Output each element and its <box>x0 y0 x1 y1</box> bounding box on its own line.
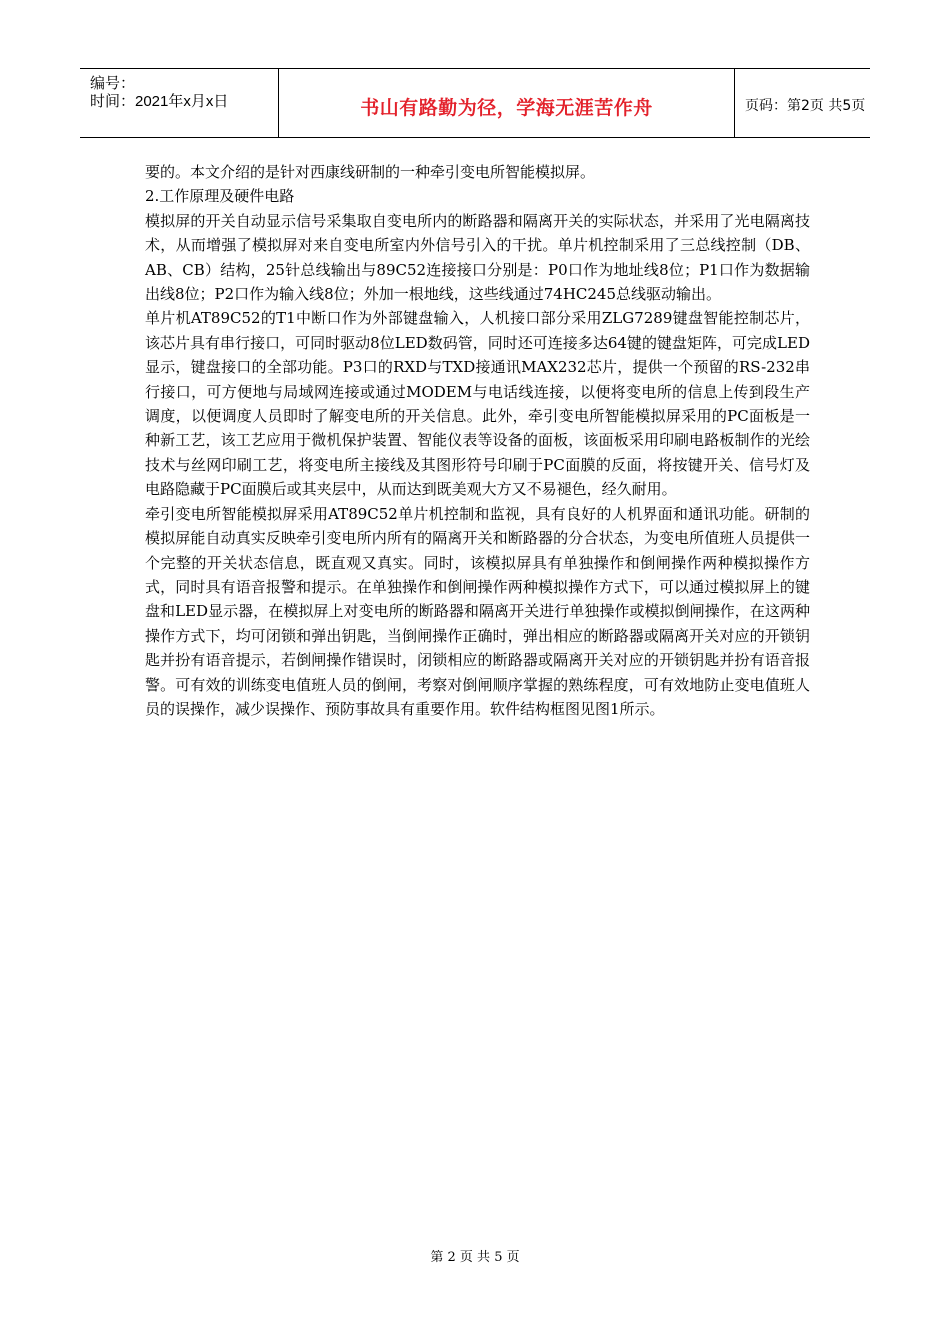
paragraph-intro-tail: 要的。本文介绍的是针对西康线研制的一种牵引变电所智能模拟屏。 <box>145 163 596 181</box>
document-body <box>145 160 810 721</box>
motto-text: 书山有路勤为径，学海无涯苦作舟 <box>360 97 653 119</box>
section-heading: 2.工作原理及硬件电路 <box>145 187 295 206</box>
header-page-cell <box>735 69 870 137</box>
paragraph-signal-collection: 模拟屏的开关自动显示信号采集取自变电所内的断路器和隔离开关的实际状态，并采用了光电隔离技术，从而增强了模拟屏对来自变电所室内外信号引入的干扰。单片机控制采用了三总线控制（DB、AB、CB）结构，25针总线输出与89C52连接接口分别是：P0口作为地址线8位；P1口作为数据输出线8位；P2口作为输入线8位；外加一根地线，这些线通过74HC245总线驱动输出。 <box>145 211 810 304</box>
header-motto-cell <box>279 69 735 137</box>
header-meta-cell <box>80 69 279 137</box>
page-footer: 第 2 页 共 5 页 <box>430 1250 520 1265</box>
paragraph-operation-modes: 牵引变电所智能模拟屏采用AT89C52单片机控制和监视，具有良好的人机界面和通讯功能。研制的模拟屏能自动真实反映牵引变电所内所有的隔离开关和断路器的分合状态，为变电所值班人员提供一个完整的开关状态信息，既直观又真实。同时，该模拟屏具有单独操作和倒闸操作两种模拟操作方式，同时具有语音报警和提示。在单独操作和倒闸操作两种模拟操作方式下，可以通过模拟屏上的键盘和LED显示器，在模拟屏上对变电所的断路器和隔离开关进行单独操作或模拟倒闸操作，在这两种操作方式下，均可闭锁和弹出钥匙，当倒闸操作正确时，弹出相应的断路器或隔离开关对应的开锁钥匙并扮有语音提示，若倒闸操作错误时，闭锁相应的断路器或隔离开关对应的开锁钥匙并扮有语音报警。可有效的训练变电值班人员的倒闸，考察对倒闸顺序掌握的熟练程度，可有效地防止变电值班人员的误操作，减少误操作、预防事故具有重要作用。软件结构框图见图1所示。 <box>145 504 810 718</box>
time-label: 时间：2021年x月x日 <box>90 93 229 110</box>
paragraph-keyboard-interface: 单片机AT89C52的T1中断口作为外部键盘输入，人机接口部分采用ZLG7289键盘智能控制芯片，该芯片具有串行接口，可同时驱动8位LED数码管，同时还可连接多达64键的键盘矩阵，可完成LED显示，键盘接口的全部功能。P3口的RXD与TXD接通讯MAX232芯片，提供一个预留的RS-232串行接口，可方便地与局域网连接或通过MODEM与电话线连接，以便将变电所的信息上传到段生产调度，以便调度人员即时了解变电所的开关信息。此外，牵引变电所智能模拟屏采用的PC面板是一种新工艺，该工艺应用于微机保护装置、智能仪表等设备的面板，该面板采用印刷电路板制作的光绘技术与丝网印刷工艺，将变电所主接线及其图形符号印刷于PC面膜的反面，将按键开关、信号灯及电路隐藏于PC面膜后或其夹层中，从而达到既美观大方又不易褪色，经久耐用。 <box>145 309 810 499</box>
header-page-info: 页码：第2页 共5页 <box>745 98 866 114</box>
number-label: 编号： <box>90 75 136 92</box>
page-header <box>80 68 870 138</box>
